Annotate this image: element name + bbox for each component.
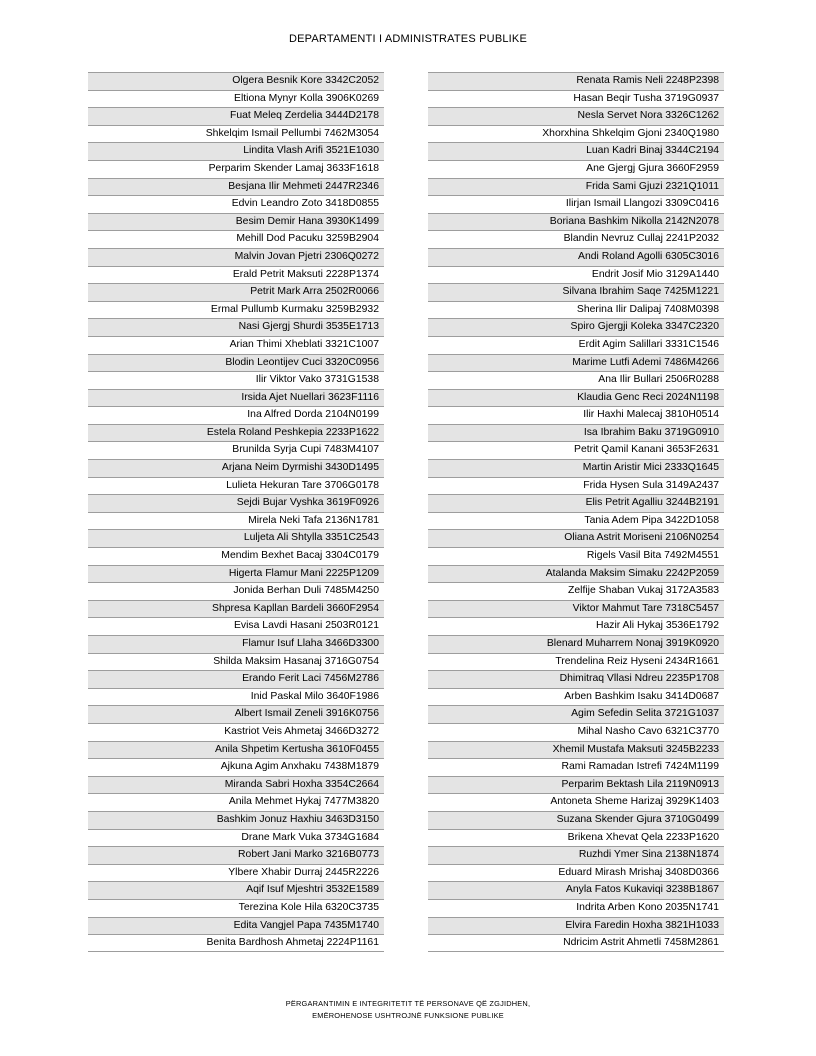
list-row: Marime Lutfi Ademi 7486M4266 [428, 354, 724, 372]
list-row: Ruzhdi Ymer Sina 2138N1874 [428, 846, 724, 864]
list-row: Besjana Ilir Mehmeti 2447R2346 [88, 178, 384, 196]
list-row: Perparim Skender Lamaj 3633F1618 [88, 160, 384, 178]
list-row: Erald Petrit Maksuti 2228P1374 [88, 266, 384, 284]
list-row: Nasi Gjergj Shurdi 3535E1713 [88, 318, 384, 336]
list-row: Eltiona Mynyr Kolla 3906K0269 [88, 90, 384, 108]
list-row: Nesla Servet Nora 3326C1262 [428, 107, 724, 125]
list-row: Olgera Besnik Kore 3342C2052 [88, 72, 384, 90]
list-row: Fuat Meleq Zerdelia 3444D2178 [88, 107, 384, 125]
list-row: Terezina Kole Hila 6320C3735 [88, 899, 384, 917]
list-row: Ndricim Astrit Ahmetli 7458M2861 [428, 934, 724, 952]
list-row: Frida Hysen Sula 3149A2437 [428, 477, 724, 495]
list-row: Klaudia Genc Reci 2024N1198 [428, 389, 724, 407]
list-row: Oliana Astrit Moriseni 2106N0254 [428, 529, 724, 547]
list-row: Inid Paskal Milo 3640F1986 [88, 688, 384, 706]
list-row: Mihal Nasho Cavo 6321C3770 [428, 723, 724, 741]
list-row: Hazir Ali Hykaj 3536E1792 [428, 617, 724, 635]
list-row: Brunilda Syrja Cupi 7483M4107 [88, 441, 384, 459]
list-row: Erdit Agim Salillari 3331C1546 [428, 336, 724, 354]
right-name-list [428, 72, 724, 952]
list-row: Dhimitraq Vllasi Ndreu 2235P1708 [428, 670, 724, 688]
list-row: Blodin Leontijev Cuci 3320C0956 [88, 354, 384, 372]
list-row: Arben Bashkim Isaku 3414D0687 [428, 688, 724, 706]
list-row: Suzana Skender Gjura 3710G0499 [428, 811, 724, 829]
list-row: Shpresa Kapllan Bardeli 3660F2954 [88, 600, 384, 618]
list-row: Endrit Josif Mio 3129A1440 [428, 266, 724, 284]
list-row: Erando Ferit Laci 7456M2786 [88, 670, 384, 688]
list-row: Aqif Isuf Mjeshtri 3532E1589 [88, 881, 384, 899]
list-row: Ilir Haxhi Malecaj 3810H0514 [428, 406, 724, 424]
list-row: Spiro Gjergji Koleka 3347C2320 [428, 318, 724, 336]
list-row: Silvana Ibrahim Saqe 7425M1221 [428, 283, 724, 301]
list-row: Flamur Isuf Llaha 3466D3300 [88, 635, 384, 653]
list-row: Isa Ibrahim Baku 3719G0910 [428, 424, 724, 442]
list-row: Mehill Dod Pacuku 3259B2904 [88, 230, 384, 248]
list-row: Estela Roland Peshkepia 2233P1622 [88, 424, 384, 442]
list-row: Indrita Arben Kono 2035N1741 [428, 899, 724, 917]
list-row: Arian Thimi Xheblati 3321C1007 [88, 336, 384, 354]
list-row: Blenard Muharrem Nonaj 3919K0920 [428, 635, 724, 653]
list-row: Drane Mark Vuka 3734G1684 [88, 829, 384, 847]
list-row: Hasan Beqir Tusha 3719G0937 [428, 90, 724, 108]
list-row: Rigels Vasil Bita 7492M4551 [428, 547, 724, 565]
list-row: Perparim Bektash Lila 2119N0913 [428, 776, 724, 794]
list-row: Petrit Qamil Kanani 3653F2631 [428, 441, 724, 459]
list-row: Petrit Mark Arra 2502R0066 [88, 283, 384, 301]
list-row: Atalanda Maksim Simaku 2242P2059 [428, 565, 724, 583]
list-row: Blandin Nevruz Cullaj 2241P2032 [428, 230, 724, 248]
list-row: Edita Vangjel Papa 7435M1740 [88, 917, 384, 935]
list-row: Anila Shpetim Kertusha 3610F0455 [88, 741, 384, 759]
list-row: Luan Kadri Binaj 3344C2194 [428, 142, 724, 160]
list-row: Sejdi Bujar Vyshka 3619F0926 [88, 494, 384, 512]
list-row: Sherina Ilir Dalipaj 7408M0398 [428, 301, 724, 319]
list-row: Mirela Neki Tafa 2136N1781 [88, 512, 384, 530]
list-row: Evisa Lavdi Hasani 2503R0121 [88, 617, 384, 635]
list-row: Agim Sefedin Selita 3721G1037 [428, 705, 724, 723]
list-row: Renata Ramis Neli 2248P2398 [428, 72, 724, 90]
list-row: Besim Demir Hana 3930K1499 [88, 213, 384, 231]
list-row: Anila Mehmet Hykaj 7477M3820 [88, 793, 384, 811]
list-row: Trendelina Reiz Hyseni 2434R1661 [428, 653, 724, 671]
list-row: Tania Adem Pipa 3422D1058 [428, 512, 724, 530]
list-row: Shkelqim Ismail Pellumbi 7462M3054 [88, 125, 384, 143]
list-row: Albert Ismail Zeneli 3916K0756 [88, 705, 384, 723]
list-row: Benita Bardhosh Ahmetaj 2224P1161 [88, 934, 384, 952]
list-row: Xhemil Mustafa Maksuti 3245B2233 [428, 741, 724, 759]
list-row: Shilda Maksim Hasanaj 3716G0754 [88, 653, 384, 671]
list-row: Jonida Berhan Duli 7485M4250 [88, 582, 384, 600]
list-row: Rami Ramadan Istrefi 7424M1199 [428, 758, 724, 776]
list-row: Edvin Leandro Zoto 3418D0855 [88, 195, 384, 213]
list-row: Robert Jani Marko 3216B0773 [88, 846, 384, 864]
list-row: Luljeta Ali Shtylla 3351C2543 [88, 529, 384, 547]
footer-line-1: PËRGARANTIMIN E INTEGRITETIT TË PERSONAVE QË ZGJIDHEN, [285, 999, 531, 1008]
footer [0, 998, 816, 1022]
list-row: Xhorxhina Shkelqim Gjoni 2340Q1980 [428, 125, 724, 143]
list-row: Lulieta Hekuran Tare 3706G0178 [88, 477, 384, 495]
list-row: Elis Petrit Agalliu 3244B2191 [428, 494, 724, 512]
list-row: Martin Aristir Mici 2333Q1645 [428, 459, 724, 477]
footer-line-2: EMËROHENOSE USHTROJNË FUNKSIONE PUBLIKE [312, 1011, 504, 1020]
list-row: Andi Roland Agolli 6305C3016 [428, 248, 724, 266]
list-row: Irsida Ajet Nuellari 3623F1116 [88, 389, 384, 407]
list-row: Higerta Flamur Mani 2225P1209 [88, 565, 384, 583]
left-name-list [88, 72, 384, 952]
list-row: Elvira Faredin Hoxha 3821H1033 [428, 917, 724, 935]
list-row: Zelfije Shaban Vukaj 3172A3583 [428, 582, 724, 600]
list-row: Ane Gjergj Gjura 3660F2959 [428, 160, 724, 178]
page-title: DEPARTAMENTI I ADMINISTRATES PUBLIKE [288, 33, 528, 45]
list-row: Malvin Jovan Pjetri 2306Q0272 [88, 248, 384, 266]
list-row: Kastriot Veis Ahmetaj 3466D3272 [88, 723, 384, 741]
list-row: Eduard Mirash Mrishaj 3408D0366 [428, 864, 724, 882]
list-row: Boriana Bashkim Nikolla 2142N2078 [428, 213, 724, 231]
list-row: Ajkuna Agim Anxhaku 7438M1879 [88, 758, 384, 776]
list-row: Ilirjan Ismail Llangozi 3309C0416 [428, 195, 724, 213]
list-row: Brikena Xhevat Qela 2233P1620 [428, 829, 724, 847]
list-row: Ilir Viktor Vako 3731G1538 [88, 371, 384, 389]
list-row: Ermal Pullumb Kurmaku 3259B2932 [88, 301, 384, 319]
list-row: Mendim Bexhet Bacaj 3304C0179 [88, 547, 384, 565]
list-row: Miranda Sabri Hoxha 3354C2664 [88, 776, 384, 794]
list-row: Arjana Neim Dyrmishi 3430D1495 [88, 459, 384, 477]
list-row: Bashkim Jonuz Haxhiu 3463D3150 [88, 811, 384, 829]
list-row: Ylbere Xhabir Durraj 2445R2226 [88, 864, 384, 882]
list-row: Ana Ilir Bullari 2506R0288 [428, 371, 724, 389]
list-row: Lindita Vlash Arifi 3521E1030 [88, 142, 384, 160]
list-row: Anyla Fatos Kukaviqi 3238B1867 [428, 881, 724, 899]
list-row: Ina Alfred Dorda 2104N0199 [88, 406, 384, 424]
list-row: Viktor Mahmut Tare 7318C5457 [428, 600, 724, 618]
list-row: Frida Sami Gjuzi 2321Q1011 [428, 178, 724, 196]
list-row: Antoneta Sheme Harizaj 3929K1403 [428, 793, 724, 811]
